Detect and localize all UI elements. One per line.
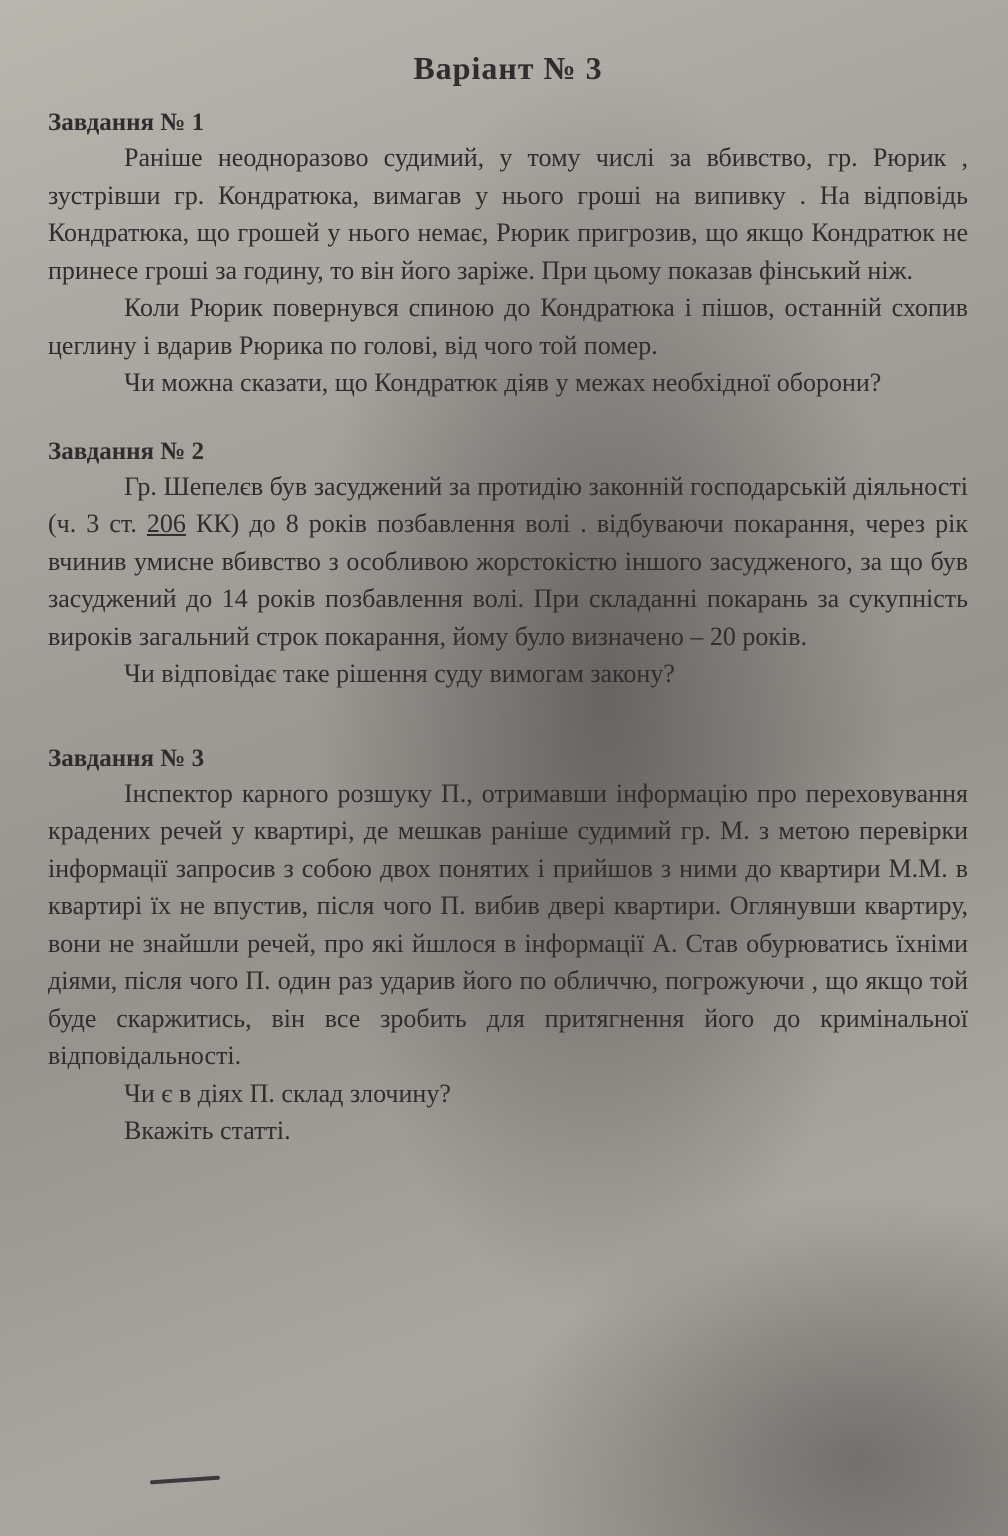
spacer xyxy=(48,402,968,436)
task-3-paragraph: Інспектор карного розшуку П., отримавши інформацію про переховування крадених речей у квартирі, де мешкав раніше судимий гр. М. з метою перевірки інформації запросив з собою двох понятих і прийшов з ними до квартири М.М. в квартирі їх не впустив, після чого П. вибив двері квартири. Оглянувши квартиру, вони не знайшли речей, про які йшлося в інформації А. Став обурюватись їхніми діями, після чого П. один раз ударив його по обличчю, погрожуючи , що якщо той буде скаржитись, він все зробить для притягнення його до кримінальної відповідальності. xyxy=(48,778,968,1070)
task-3-question-1: Чи є в діях П. склад злочину? xyxy=(124,1078,451,1108)
task-1-heading: Завдання № 1 xyxy=(48,109,205,136)
task-2-question: Чи відповідає таке рішення суду вимогам закону? xyxy=(124,659,675,688)
pen-stroke-mark xyxy=(150,1476,220,1485)
faded-stamp-mark: ​ xyxy=(8,560,37,567)
task-2 xyxy=(48,436,968,693)
task-2-text-start: Гр. Шепелєв був засуджений за протидію законній господарській діяльності (ч. 3 ст. xyxy=(48,471,968,538)
variant-title: Варіант № 3 xyxy=(413,50,603,86)
task-1 xyxy=(48,107,968,402)
task-2-heading: Завдання № 2 xyxy=(48,437,205,465)
task-2-text-end: КК) до 8 років позбавлення волі . відбуваючи покарання, через рік вчинив умисне вбивство з особливою жорстокістю іншого засудженого, за що був засуджений до 14 років позбавлення волі. При складанні покарань за сукупність вироків загальний строк покарання, йому було визначено – 20 років. xyxy=(48,509,969,651)
task-1-question: Чи можна сказати, що Кондратюк діяв у межах необхідної оборони? xyxy=(124,368,882,397)
article-number-underlined: 206 xyxy=(146,509,186,538)
spacer xyxy=(48,693,968,743)
document-content xyxy=(48,50,968,1150)
task-3-heading: Завдання № 3 xyxy=(48,744,205,772)
task-2-paragraph xyxy=(48,468,968,656)
task-3 xyxy=(48,743,968,1150)
task-3-question-2: Вкажіть статті. xyxy=(124,1116,291,1145)
task-1-paragraph-1: Раніше неодноразово судимий, у тому числі за вбивство, гр. Рюрик , зустрівши гр. Кондратюка, вимагав у нього гроші на випивку . На відповідь Кондратюка, що грошей у нього немає, Рюрик пригрозив, що якщо Кондратюк не принесе гроші за годину, то він його заріже. При цьому показав фінський ніж. xyxy=(48,143,968,285)
task-1-paragraph-2: Коли Рюрик повернувся спиною до Кондратюка і пішов, останній схопив цеглину і вдарив Рюрика по голові, від чого той помер. xyxy=(48,293,968,360)
